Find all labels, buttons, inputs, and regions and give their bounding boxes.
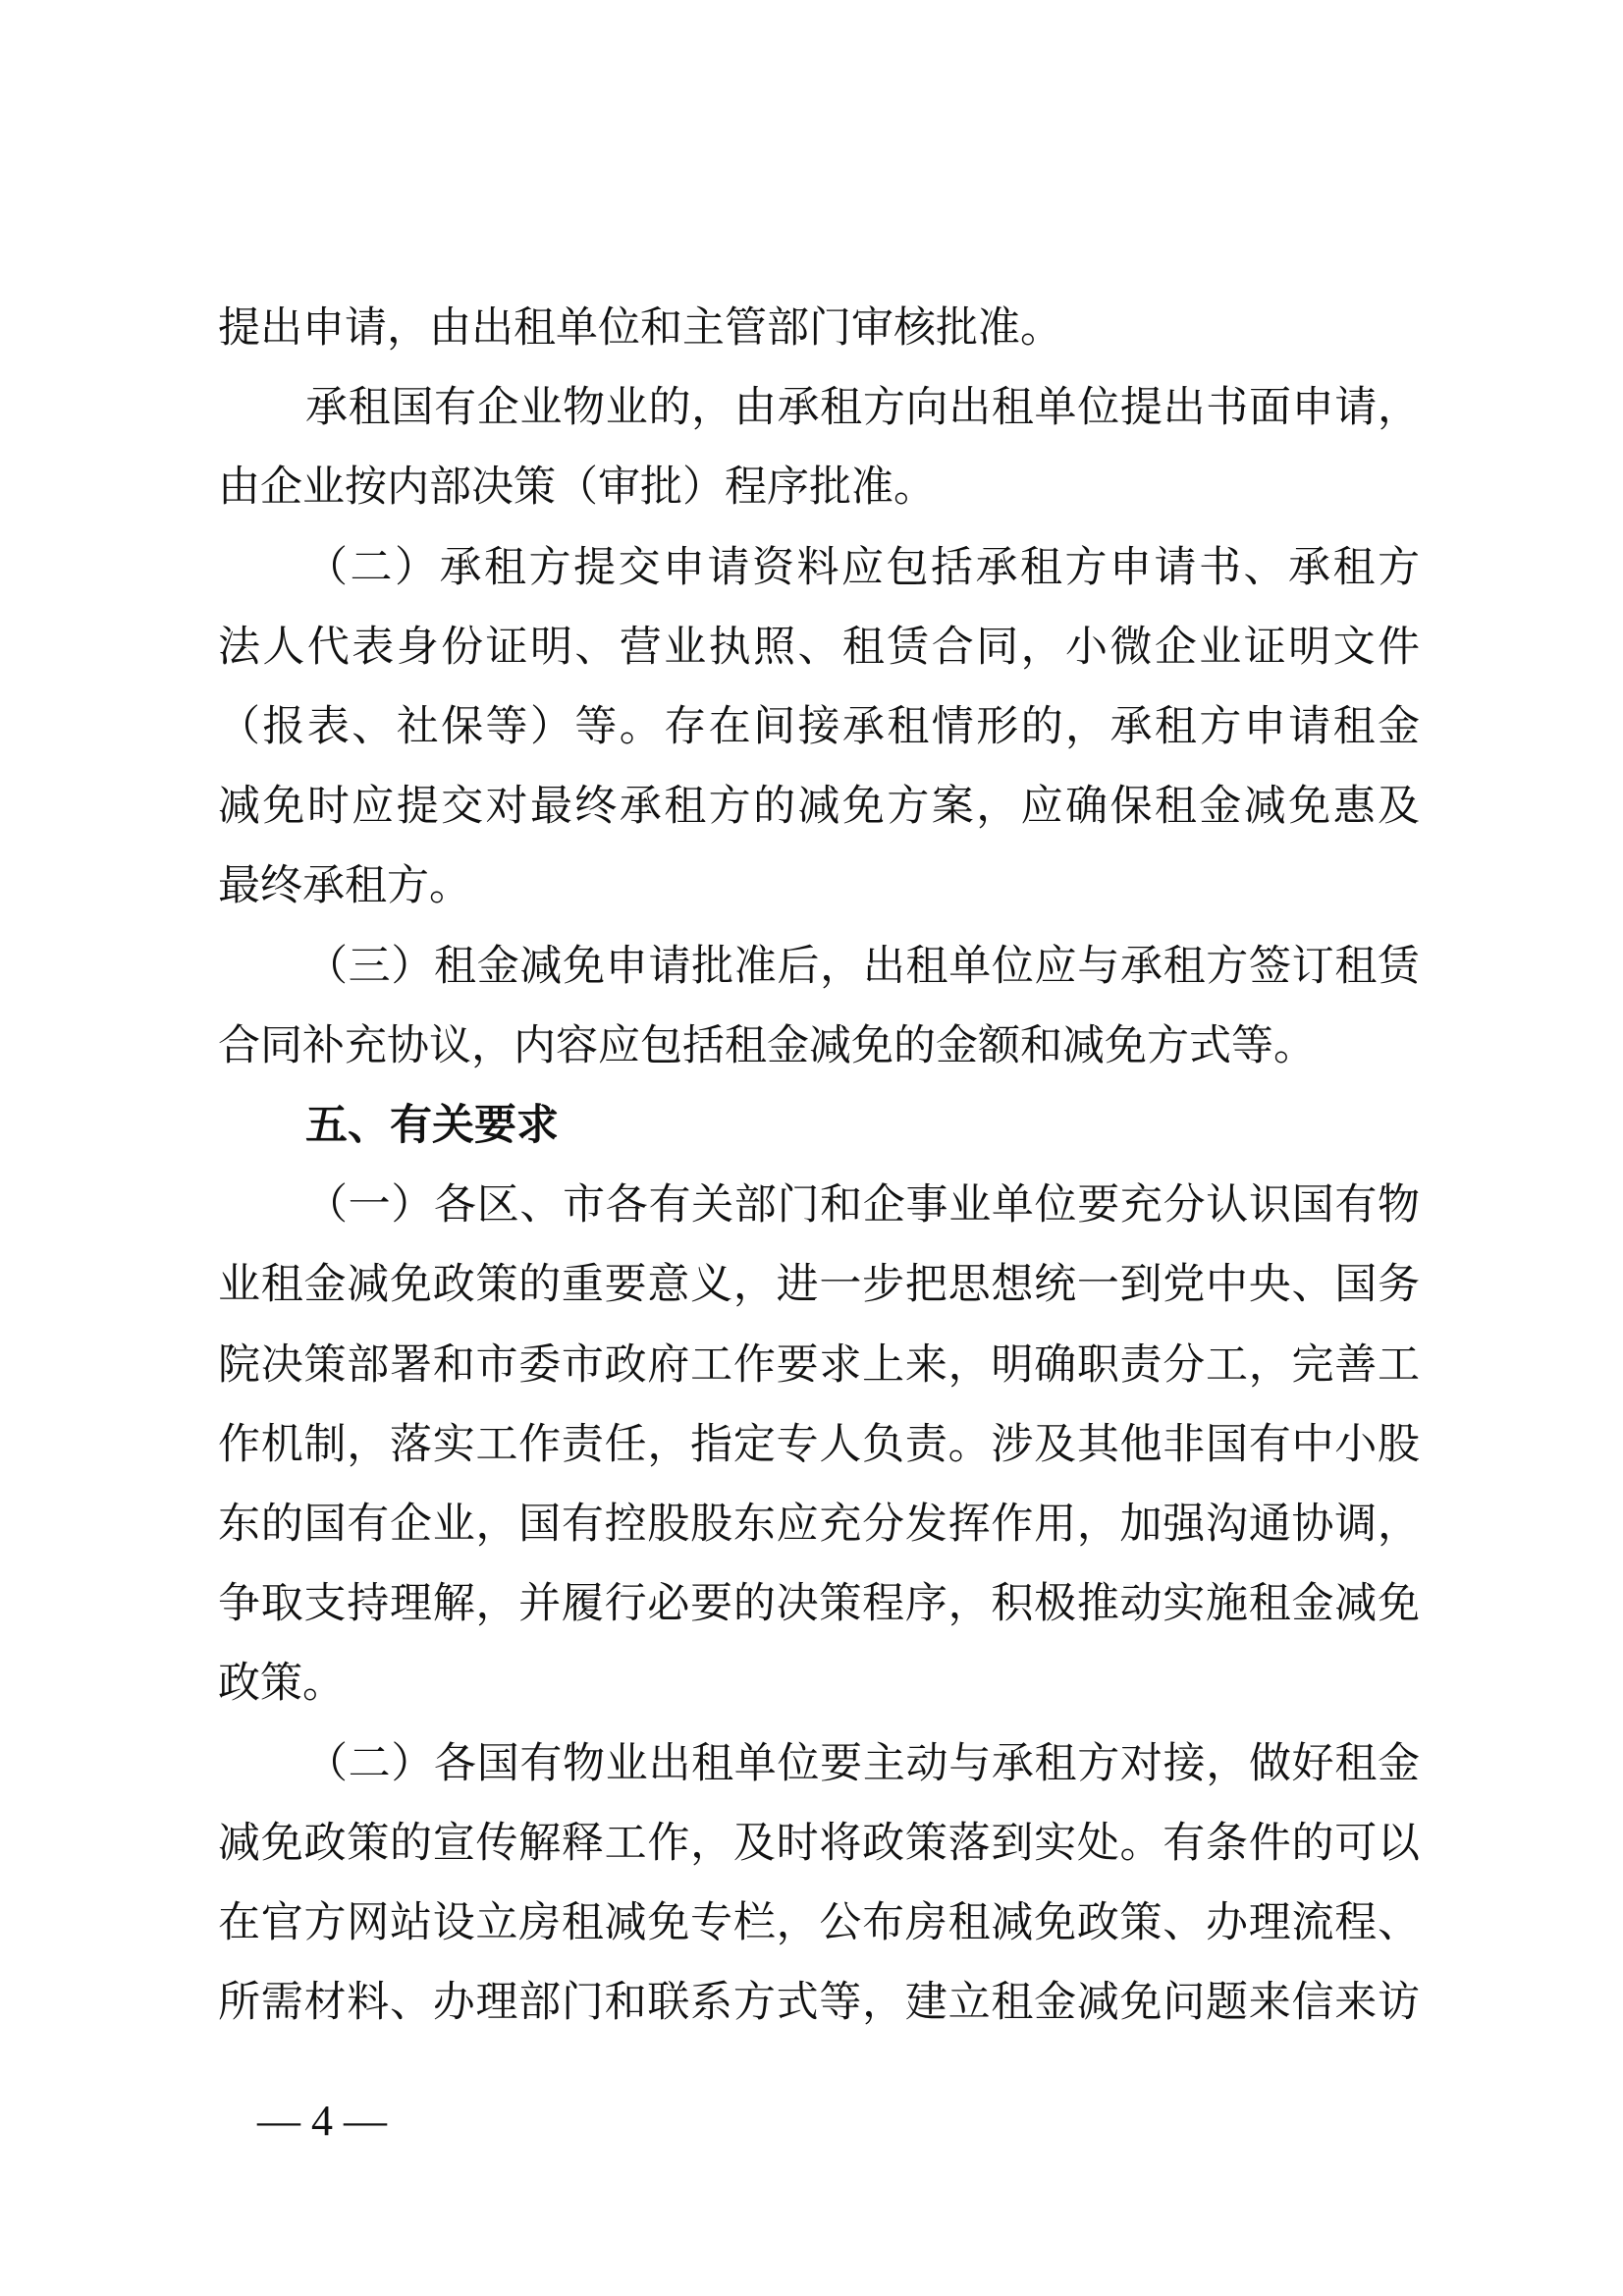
text-line: 业租金减免政策的重要意义，进一步把思想统一到党中央、国务 [218, 1260, 1420, 1310]
text-line: （一）各区、市各有关部门和企事业单位要充分认识国有物 [305, 1180, 1420, 1230]
text-line: 减免时应提交对最终承租方的减免方案，应确保租金减免惠及 [218, 782, 1420, 832]
text-line: 作机制，落实工作责任，指定专人负责。涉及其他非国有中小股 [218, 1419, 1420, 1469]
text-line: （报表、社保等）等。存在间接承租情形的，承租方申请租金 [218, 702, 1420, 751]
page-number: — 4 — [257, 2097, 387, 2145]
text-line: 所需材料、办理部门和联系方式等，建立租金减免问题来信来访 [218, 1978, 1420, 2028]
text-line: 由企业按内部决策（审批）程序批准。 [218, 463, 936, 513]
text-line: （二）承租方提交申请资料应包括承租方申请书、承租方 [305, 542, 1420, 592]
text-line: （三）租金减免申请批准后，出租单位应与承租方签订租赁 [305, 941, 1420, 991]
text-line: 在官方网站设立房租减免专栏，公布房租减免政策、办理流程、 [218, 1898, 1420, 1947]
text-line: 最终承租方。 [218, 861, 471, 911]
text-line: 东的国有企业，国有控股股东应充分发挥作用，加强沟通协调， [218, 1500, 1420, 1549]
text-line: 院决策部署和市委市政府工作要求上来，明确职责分工，完善工 [218, 1339, 1420, 1390]
text-line: （二）各国有物业出租单位要主动与承租方对接，做好租金 [305, 1738, 1420, 1788]
text-line: 减免政策的宣传解释工作，及时将政策落到实处。有条件的可以 [218, 1818, 1420, 1868]
text-line: 法人代表身份证明、营业执照、租赁合同，小微企业证明文件 [218, 622, 1420, 672]
text-line: 争取支持理解，并履行必要的决策程序，积极推动实施租金减免 [218, 1579, 1420, 1629]
text-line: 政策。 [218, 1659, 345, 1709]
text-line: 合同补充协议，内容应包括租金减免的金额和减免方式等。 [218, 1020, 1316, 1070]
section-heading: 五、有关要求 [305, 1101, 559, 1150]
text-line: 承租国有企业物业的，由承租方向出租单位提出书面申请， [305, 383, 1420, 433]
text-line: 提出申请，由出租单位和主管部门审核批准。 [218, 303, 1062, 353]
